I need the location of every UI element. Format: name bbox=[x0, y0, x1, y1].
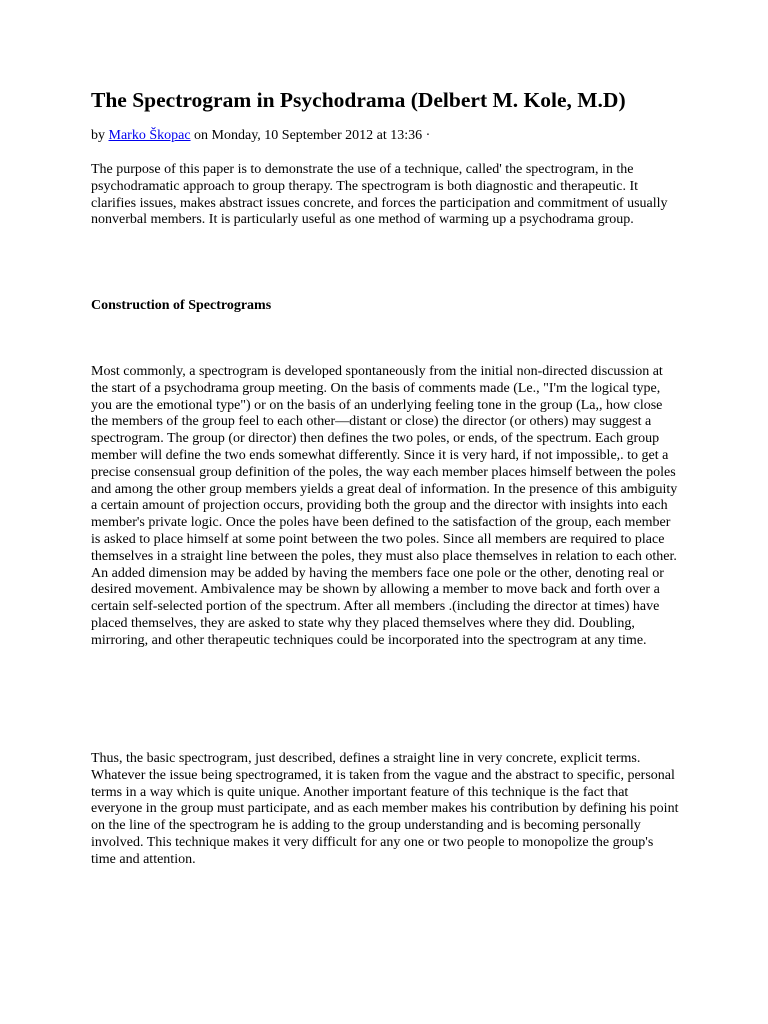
section-heading: Construction of Spectrograms bbox=[91, 298, 272, 313]
byline-separator: · bbox=[425, 128, 431, 143]
byline-prefix: by bbox=[91, 128, 105, 143]
byline-on: on bbox=[194, 128, 209, 143]
post-date: Monday, 10 September 2012 at 13:36 bbox=[211, 128, 423, 143]
page-title: The Spectrogram in Psychodrama (Delbert M. Kole, M.D) bbox=[91, 88, 626, 112]
body-paragraph-construction: Most commonly, a spectrogram is developed spontaneously from the initial non-directed discussion at the start of a psychodrama group meeting. On the basis of comments made (Le., "I'm the logical type, you are the emotional type") or on the basis of an underlying feeling tone in the group (La,, how close the members of the group feel to each other—distant or close) the director (or others) may suggest a spectrogram. The group (or director) then defines the two poles, or ends, of the spectrum. Each group member will define the two ends somewhat differently. Since it is very hard, if not impossible,. to get a precise consensual group definition of the poles, the way each member places himself between the poles and among the other group members yields a great deal of information. In the presence of this ambiguity a certain amount of projection occurs, providing both the group and the director with insights into each member's private logic. Once the poles have been defined to the satisfaction of the group, each member is asked to place himself at some point between the two poles. Since all members are required to place themselves in a straight line between the poles, they must also place themselves in relation to each other. An added dimension may be added by having the members face one pole or the other, denoting real or desired movement. Ambivalence may be shown by allowing a member to move back and forth over a certain self-selected portion of the spectrum. After all members .(including the director at times) have placed themselves, they are asked to state why they placed themselves where they did. Doubling, mirroring, and other therapeutic techniques could be incorporated into the spectrogram at any time. bbox=[91, 364, 678, 648]
intro-paragraph: The purpose of this paper is to demonstrate the use of a technique, called' the spectrogram, in the psychodramatic approach to group therapy. The spectrogram is both diagnostic and therapeutic. It clarifies issues, makes abstract issues concrete, and forces the participation and commitment of usually nonverbal members. It is particularly useful as one method of warming up a psychodrama group. bbox=[91, 162, 668, 228]
body-paragraph-summary: Thus, the basic spectrogram, just described, defines a straight line in very concrete, explicit terms. Whatever the issue being spectrogramed, it is taken from the vague and the abstract to specific, personal terms in a way which is quite unique. Another important feature of this technique is the fact that everyone in the group must participate, and as each member makes his contribution by defining his point on the line of the spectrogram he is adding to the group understanding and is becoming personally involved. This technique makes it very difficult for any one or two people to monopolize the group's time and attention. bbox=[91, 751, 679, 867]
byline bbox=[91, 127, 430, 145]
author-link[interactable]: Marko Škopac bbox=[108, 128, 191, 143]
